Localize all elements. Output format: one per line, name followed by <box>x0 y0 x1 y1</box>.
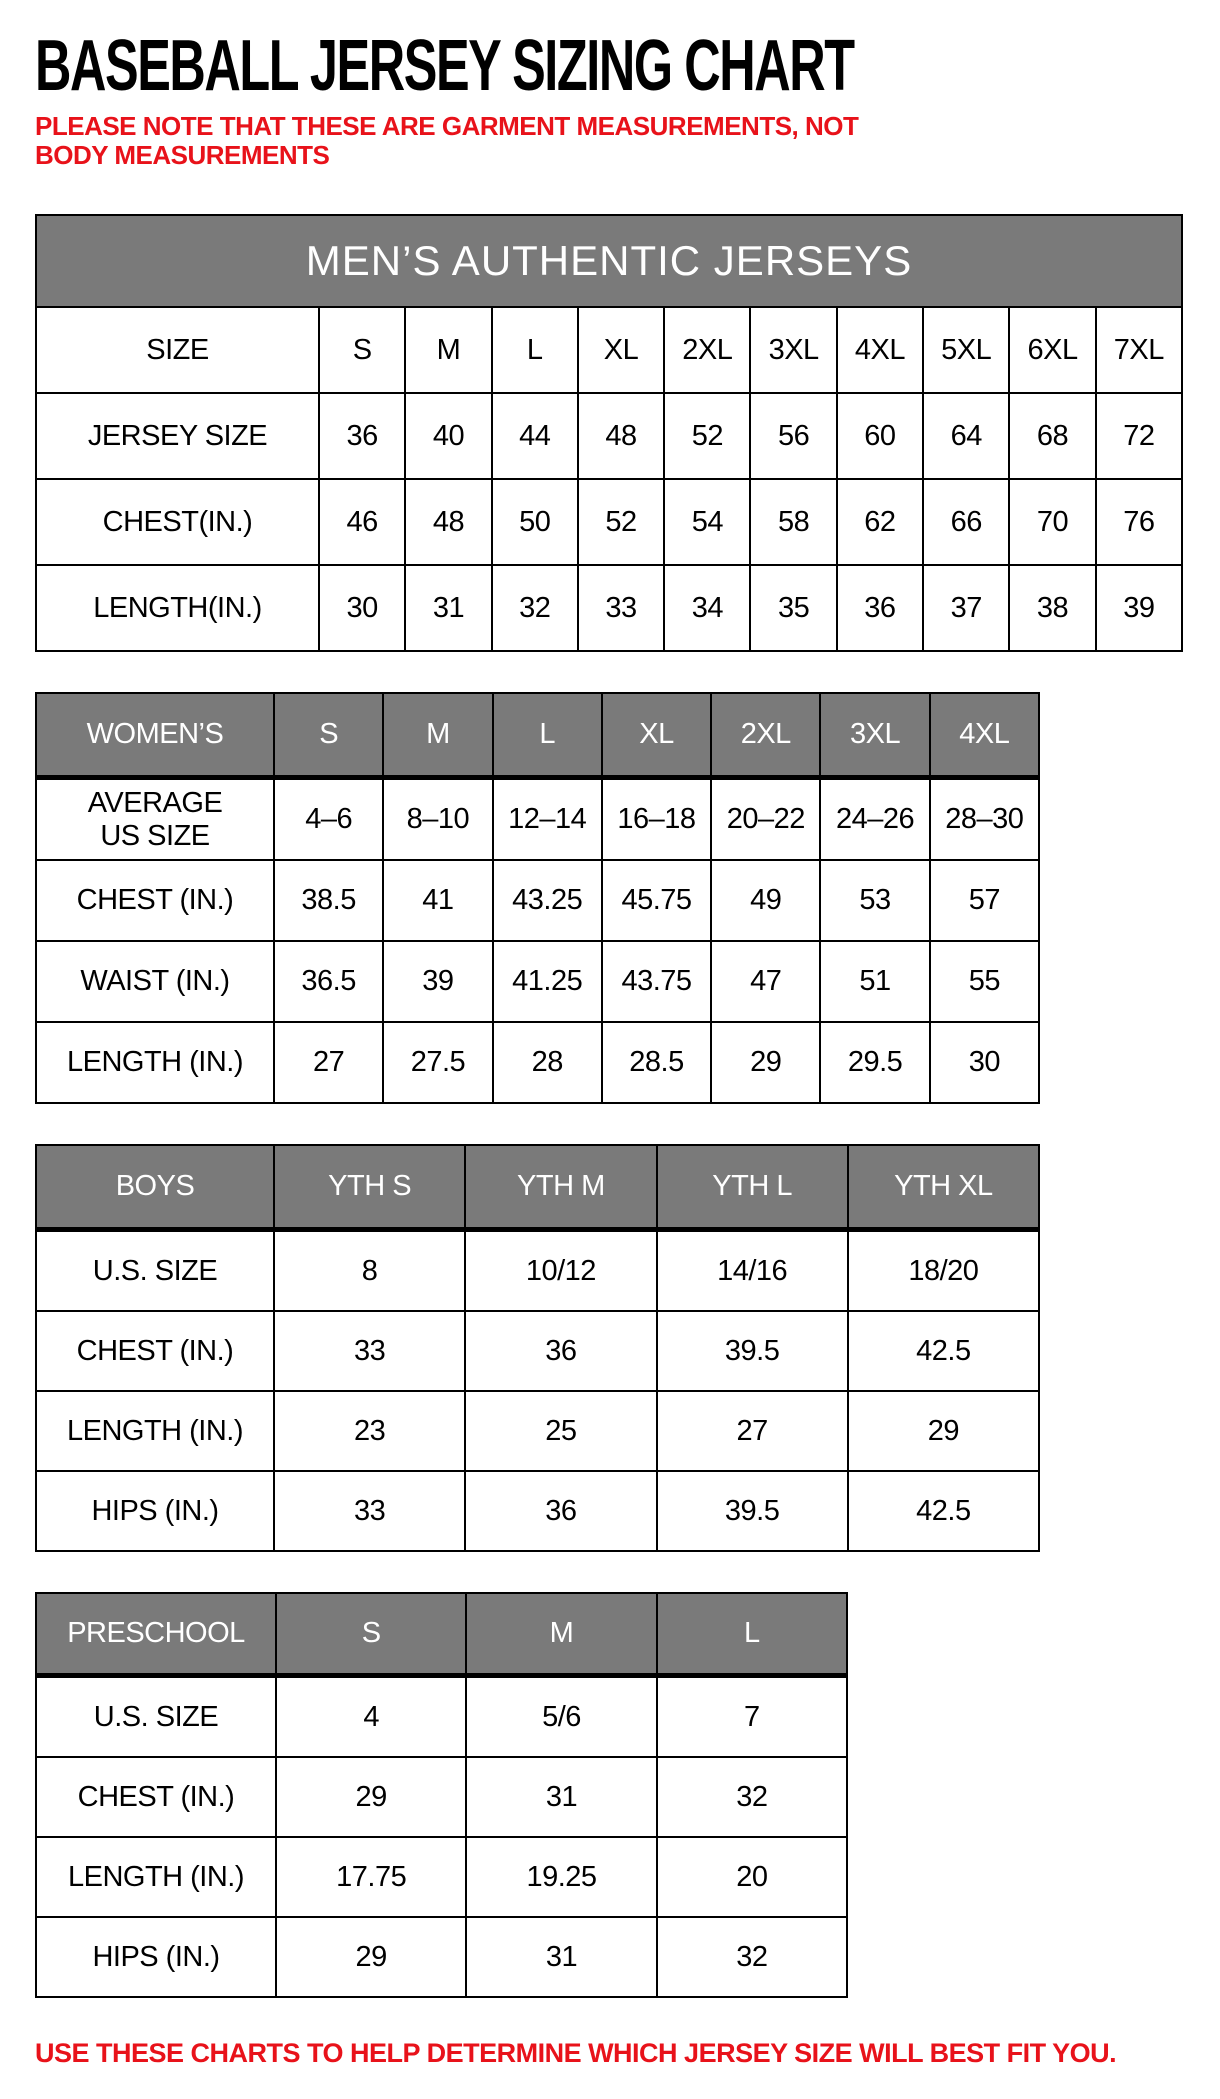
column-header: 2XL <box>711 693 820 778</box>
page-title: BASEBALL JERSEY SIZING CHART <box>35 26 854 106</box>
table-row <box>36 565 1182 651</box>
table-cell: 28.5 <box>602 1022 711 1103</box>
table-cell: 29 <box>848 1391 1039 1471</box>
tables <box>35 214 1185 1998</box>
table-cell: 68 <box>1009 393 1095 479</box>
row-label: HIPS (IN.) <box>36 1917 276 1997</box>
column-header: 7XL <box>1096 307 1182 393</box>
table-cell: 66 <box>923 479 1009 565</box>
mens-banner: MEN’S AUTHENTIC JERSEYS <box>36 215 1182 307</box>
row-label: CHEST(IN.) <box>36 479 319 565</box>
column-header: 2XL <box>664 307 750 393</box>
mens-table <box>35 214 1183 652</box>
table-cell: 49 <box>711 860 820 941</box>
table-cell: 47 <box>711 941 820 1022</box>
table-cell: 50 <box>492 479 578 565</box>
table-cell: 27 <box>657 1391 848 1471</box>
table-cell: 31 <box>405 565 491 651</box>
table-cell: 4–6 <box>274 778 383 861</box>
table-cell: 56 <box>750 393 836 479</box>
table-cell: 37 <box>923 565 1009 651</box>
table-cell: 36 <box>465 1471 656 1551</box>
table-cell: 48 <box>405 479 491 565</box>
column-header: M <box>383 693 492 778</box>
column-header: M <box>466 1593 656 1676</box>
table-cell: 58 <box>750 479 836 565</box>
table-row <box>36 479 1182 565</box>
row-label: CHEST (IN.) <box>36 860 274 941</box>
table-cell: 27 <box>274 1022 383 1103</box>
table-cell: 54 <box>664 479 750 565</box>
column-header: S <box>274 693 383 778</box>
column-header: YTH XL <box>848 1145 1039 1230</box>
table-cell: 12–14 <box>493 778 602 861</box>
table-cell: 51 <box>820 941 929 1022</box>
table-cell: 31 <box>466 1917 656 1997</box>
table-cell: 27.5 <box>383 1022 492 1103</box>
header-label: WOMEN’S <box>36 693 274 778</box>
womens-table <box>35 692 1040 1104</box>
table-cell: 25 <box>465 1391 656 1471</box>
column-header: L <box>493 693 602 778</box>
table-cell: 29 <box>276 1757 466 1837</box>
table-row <box>36 1917 847 1997</box>
table-cell: 70 <box>1009 479 1095 565</box>
row-label: AVERAGE US SIZE <box>36 778 274 861</box>
column-header: 3XL <box>750 307 836 393</box>
table-cell: 64 <box>923 393 1009 479</box>
table-cell: 53 <box>820 860 929 941</box>
column-header: XL <box>578 307 664 393</box>
column-header: 6XL <box>1009 307 1095 393</box>
table-cell: 76 <box>1096 479 1182 565</box>
table-cell: 40 <box>405 393 491 479</box>
table-cell: 39.5 <box>657 1471 848 1551</box>
row-label: JERSEY SIZE <box>36 393 319 479</box>
table-cell: 14/16 <box>657 1230 848 1312</box>
table-cell: 39.5 <box>657 1311 848 1391</box>
row-label: WAIST (IN.) <box>36 941 274 1022</box>
table-cell: 36.5 <box>274 941 383 1022</box>
table-cell: 30 <box>319 565 405 651</box>
table-cell: 38.5 <box>274 860 383 941</box>
table-cell: 20–22 <box>711 778 820 861</box>
row-label: CHEST (IN.) <box>36 1757 276 1837</box>
table-cell: 36 <box>319 393 405 479</box>
column-header: YTH S <box>274 1145 465 1230</box>
footer-note: USE THESE CHARTS TO HELP DETERMINE WHICH JERSEY SIZE WILL BEST FIT YOU. <box>35 2038 1117 2069</box>
table-cell: 60 <box>837 393 923 479</box>
table-row <box>36 941 1039 1022</box>
row-label: LENGTH (IN.) <box>36 1837 276 1917</box>
table-cell: 41 <box>383 860 492 941</box>
table-cell: 35 <box>750 565 836 651</box>
column-header: L <box>492 307 578 393</box>
table-cell: 32 <box>657 1757 847 1837</box>
table-cell: 46 <box>319 479 405 565</box>
table-cell: 5/6 <box>466 1676 656 1758</box>
table-row <box>36 1391 1039 1471</box>
table-cell: 4 <box>276 1676 466 1758</box>
table-cell: 38 <box>1009 565 1095 651</box>
table-cell: 17.75 <box>276 1837 466 1917</box>
column-header: 4XL <box>837 307 923 393</box>
column-header: 3XL <box>820 693 929 778</box>
table-cell: 7 <box>657 1676 847 1758</box>
table-cell: 57 <box>930 860 1039 941</box>
column-header: 5XL <box>923 307 1009 393</box>
table-cell: 32 <box>657 1917 847 1997</box>
table-row <box>36 1311 1039 1391</box>
table-cell: 72 <box>1096 393 1182 479</box>
table-cell: 10/12 <box>465 1230 656 1312</box>
table-cell: 39 <box>1096 565 1182 651</box>
header-label: SIZE <box>36 307 319 393</box>
table-cell: 39 <box>383 941 492 1022</box>
table-cell: 23 <box>274 1391 465 1471</box>
table-cell: 52 <box>664 393 750 479</box>
table-cell: 24–26 <box>820 778 929 861</box>
column-header: S <box>276 1593 466 1676</box>
row-label: LENGTH (IN.) <box>36 1022 274 1103</box>
table-cell: 8–10 <box>383 778 492 861</box>
table-row <box>36 1471 1039 1551</box>
table-cell: 32 <box>492 565 578 651</box>
table-cell: 34 <box>664 565 750 651</box>
table-row <box>36 1676 847 1758</box>
table-row <box>36 1022 1039 1103</box>
row-label: U.S. SIZE <box>36 1676 276 1758</box>
table-cell: 62 <box>837 479 923 565</box>
table-cell: 55 <box>930 941 1039 1022</box>
table-cell: 28–30 <box>930 778 1039 861</box>
table-cell: 36 <box>837 565 923 651</box>
column-header: 4XL <box>930 693 1039 778</box>
table-cell: 43.25 <box>493 860 602 941</box>
row-label: LENGTH (IN.) <box>36 1391 274 1471</box>
column-header: YTH M <box>465 1145 656 1230</box>
table-cell: 33 <box>274 1311 465 1391</box>
table-cell: 8 <box>274 1230 465 1312</box>
table-cell: 45.75 <box>602 860 711 941</box>
table-cell: 19.25 <box>466 1837 656 1917</box>
table-row <box>36 1757 847 1837</box>
column-header: S <box>319 307 405 393</box>
table-cell: 20 <box>657 1837 847 1917</box>
row-label: CHEST (IN.) <box>36 1311 274 1391</box>
column-header: L <box>657 1593 847 1676</box>
table-cell: 52 <box>578 479 664 565</box>
garment-measurements-note: PLEASE NOTE THAT THESE ARE GARMENT MEASUREMENTS, NOT BODY MEASUREMENTS <box>35 111 859 171</box>
column-header: XL <box>602 693 711 778</box>
table-cell: 29 <box>276 1917 466 1997</box>
table-cell: 29.5 <box>820 1022 929 1103</box>
column-header: M <box>405 307 491 393</box>
table-row <box>36 1837 847 1917</box>
table-cell: 44 <box>492 393 578 479</box>
table-cell: 18/20 <box>848 1230 1039 1312</box>
table-cell: 30 <box>930 1022 1039 1103</box>
table-cell: 36 <box>465 1311 656 1391</box>
preschool-table <box>35 1592 848 1998</box>
table-cell: 42.5 <box>848 1471 1039 1551</box>
table-row <box>36 393 1182 479</box>
row-label: HIPS (IN.) <box>36 1471 274 1551</box>
table-row <box>36 860 1039 941</box>
table-cell: 42.5 <box>848 1311 1039 1391</box>
header-label: PRESCHOOL <box>36 1593 276 1676</box>
table-cell: 28 <box>493 1022 602 1103</box>
table-cell: 41.25 <box>493 941 602 1022</box>
table-row <box>36 1230 1039 1312</box>
table-cell: 33 <box>274 1471 465 1551</box>
table-cell: 31 <box>466 1757 656 1837</box>
table-cell: 33 <box>578 565 664 651</box>
row-label: U.S. SIZE <box>36 1230 274 1312</box>
table-cell: 48 <box>578 393 664 479</box>
table-cell: 16–18 <box>602 778 711 861</box>
column-header: YTH L <box>657 1145 848 1230</box>
header-label: BOYS <box>36 1145 274 1230</box>
table-cell: 43.75 <box>602 941 711 1022</box>
table-cell: 29 <box>711 1022 820 1103</box>
boys-table <box>35 1144 1040 1552</box>
row-label: LENGTH(IN.) <box>36 565 319 651</box>
table-row <box>36 778 1039 861</box>
